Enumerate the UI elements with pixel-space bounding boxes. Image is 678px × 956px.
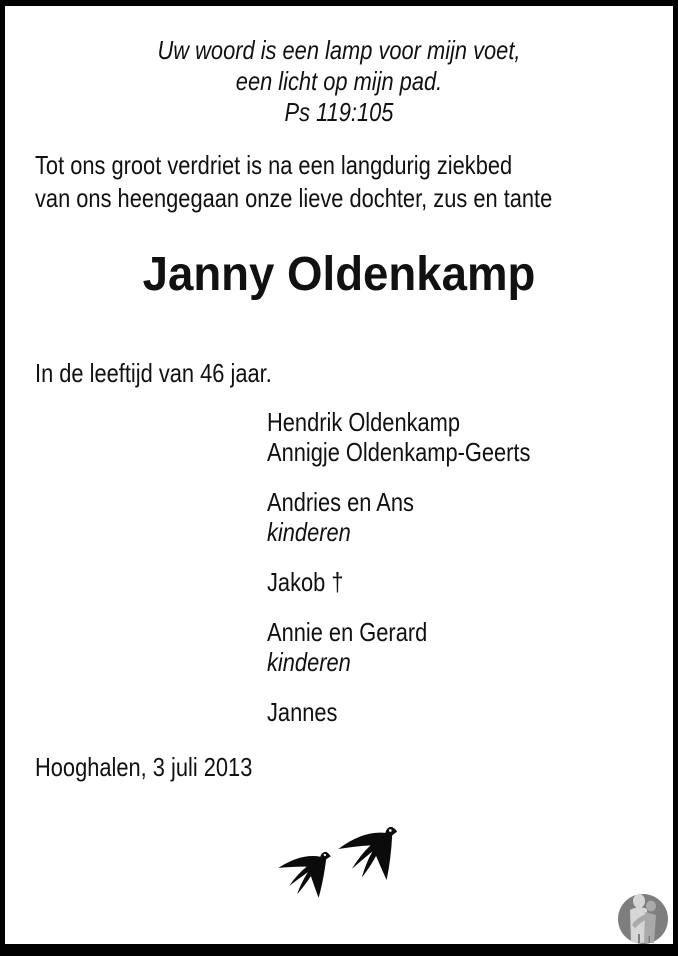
deceased-name: Janny Oldenkamp: [142, 248, 536, 301]
bible-verse: [58, 35, 619, 128]
family-member-line: kinderen: [267, 647, 351, 677]
city-date-line: Hooghalen, 3 juli 2013: [35, 752, 253, 782]
family-member-line: kinderen: [267, 517, 351, 547]
family-member-line: Annigje Oldenkamp-Geerts: [267, 437, 531, 467]
announcement-line-1: Tot ons groot verdriet is na een langdurig ziekbed: [35, 150, 513, 180]
verse-line-1: Uw woord is een lamp voor mijn voet,: [157, 35, 521, 65]
family-member-line: Andries en Ans: [267, 487, 414, 517]
family-group: [267, 487, 530, 547]
family-member-line: Jannes: [267, 697, 338, 727]
family-member-line: Annie en Gerard: [267, 617, 428, 647]
two-swallows-illustration: [277, 822, 401, 914]
family-member-line: Jakob †: [267, 567, 344, 597]
psalm-reference: Ps 119:105: [284, 97, 394, 127]
family-group: [267, 567, 530, 597]
age-line: In de leeftijd van 46 jaar.: [35, 358, 272, 388]
announcement-line-2: van ons heengegaan onze lieve dochter, zus en tante: [35, 183, 553, 213]
family-group: [267, 697, 530, 727]
swallow-icon: [275, 844, 333, 904]
family-group: [267, 617, 530, 677]
embracing-figures-logo: [617, 892, 669, 946]
family-names-list: [267, 407, 530, 747]
swallow-icon: [337, 822, 399, 886]
verse-line-2: een licht op mijn pad.: [235, 66, 443, 96]
announcement-text: [35, 149, 552, 215]
family-group: [267, 407, 530, 467]
family-member-line: Hendrik Oldenkamp: [267, 407, 461, 437]
